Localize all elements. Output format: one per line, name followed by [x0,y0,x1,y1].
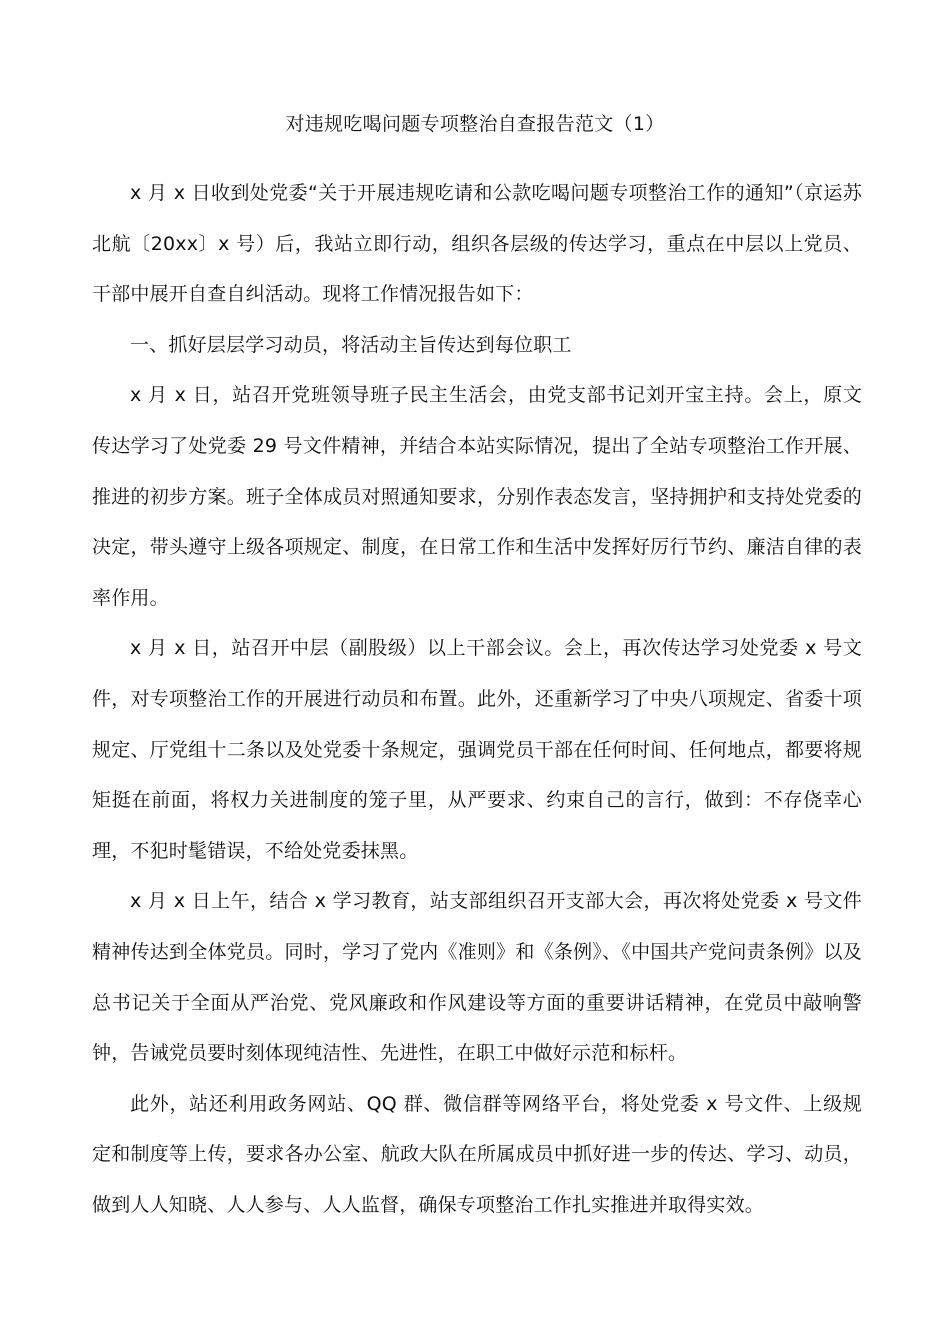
paragraph-branch-meeting: x 月 x 日上午，结合 x 学习教育，站支部组织召开支部大会，再次将处党委 x 号文件精神传达到全体党员。同时，学习了党内《准则》和《条例》、《中国共产党问责条例》以及总书记关于全面从严治党、党风廉政和作风建设等方面的重要讲话精神，在党员中敲响警钟，告诫党员要时刻体现纯洁性、先进性，在职工中做好示范和标杆。 [92,890,862,1065]
paragraph-intro: x 月 x 日收到处党委“关于开展违规吃请和公款吃喝问题专项整治工作的通知”（京运苏北航〔20xx〕x 号）后，我站立即行动，组织各层级的传达学习，重点在中层以上党员、干部中展开自查自纠活动。现将工作情况报告如下： [92,182,862,306]
paragraph-cadre-meeting: x 月 x 日，站召开中层（副股级）以上干部会议。会上，再次传达学习处党委 x 号文件，对专项整治工作的开展进行动员和布置。此外，还重新学习了中央八项规定、省委十项规定、厅党组十二条以及处党委十条规定，强调党员干部在任何时间、任何地点，都要将规矩挺在前面，将权力关进制度的笼子里，从严要求、约束自己的言行，做到：不存侥幸心理，不犯时髦错误，不给处党委抹黑。 [92,637,862,862]
paragraph-leadership-meeting: x 月 x 日，站召开党班领导班子民主生活会，由党支部书记刘开宝主持。会上，原文传达学习了处党委 29 号文件精神，并结合本站实际情况，提出了全站专项整治工作开展、推进的初步方案。班子全体成员对照通知要求，分别作表态发言，坚持拥护和支持处党委的决定，带头遵守上级各项规定、制度，在日常工作和生活中发挥好厉行节约、廉洁自律的表率作用。 [92,384,862,609]
document-body [92,168,862,1230]
paragraph-online-platforms: 此外，站还利用政务网站、QQ 群、微信群等网络平台，将处党委 x 号文件、上级规定和制度等上传，要求各办公室、航政大队在所属成员中抓好进一步的传达、学习、动员，做到人人知晓、人人参与、人人监督，确保专项整治工作扎实推进并取得实效。 [92,1092,862,1216]
document-title: 对违规吃喝问题专项整治自查报告范文（1） [285,113,665,135]
section-heading-1: 一、抓好层层学习动员，将活动主旨传达到每位职工 [130,333,572,356]
